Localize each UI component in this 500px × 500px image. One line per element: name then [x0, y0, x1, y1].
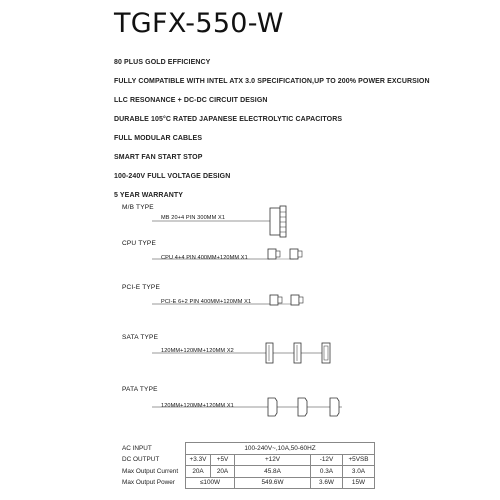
pcie-connector-icon — [291, 295, 303, 305]
molex-connector-icon — [330, 398, 339, 416]
spec-cell: -12V — [311, 454, 343, 466]
spec-row-label: Max Output Current — [122, 467, 179, 475]
feature-item: 80 PLUS GOLD EFFICIENCY — [114, 59, 211, 66]
feature-list — [114, 59, 430, 211]
spec-table — [122, 442, 375, 489]
spec-cell: ≤100W — [186, 477, 235, 489]
cable-pcie — [0, 284, 500, 324]
sata-cable-diagram — [0, 334, 500, 374]
eps-connector-icon — [290, 249, 302, 259]
cable-type-label: SATA TYPE — [122, 334, 159, 341]
cpu-cable-diagram — [0, 240, 500, 280]
spec-cell: 100-240V~,10A,50-60HZ — [186, 443, 375, 455]
cable-pata — [0, 386, 500, 426]
spec-cell: 549.6W — [235, 477, 311, 489]
spec-cell: 20A — [211, 466, 235, 478]
spec-row-label: Max Output Power — [122, 479, 175, 487]
spec-cell: 3.6W — [311, 477, 343, 489]
sata-connector-icon — [266, 343, 273, 363]
cable-sata — [0, 334, 500, 374]
feature-item: DURABLE 105°C RATED JAPANESE ELECTROLYTIC CAPACITORS — [114, 116, 343, 123]
cable-type-label: CPU TYPE — [122, 240, 156, 247]
cable-spec-label: CPU 4+4 PIN 400MM+120MM X1 — [161, 255, 248, 261]
molex-connector-icon — [268, 398, 277, 416]
sata-connector-icon — [322, 343, 330, 363]
spec-cell: 0.3A — [311, 466, 343, 478]
pcie-connector-icon — [270, 295, 282, 305]
cable-spec-label: 120MM+120MM+120MM X1 — [161, 403, 234, 409]
spec-cell: +3.3V — [186, 454, 211, 466]
feature-item: FULLY COMPATIBLE WITH INTEL ATX 3.0 SPECIFICATION,UP TO 200% POWER EXCURSION — [114, 78, 430, 85]
feature-item: 5 YEAR WARRANTY — [114, 192, 184, 199]
eps-connector-icon — [268, 249, 280, 259]
cable-spec-label: 120MM+120MM+120MM X2 — [161, 348, 234, 354]
atx-24pin-connector-icon — [270, 206, 286, 237]
spec-cell: +5VSB — [343, 454, 375, 466]
cable-type-label: PATA TYPE — [122, 386, 158, 393]
mb-cable-diagram — [0, 198, 500, 238]
spec-row-dc-output — [122, 454, 375, 466]
spec-cell: 45.8A — [235, 466, 311, 478]
spec-cell: 20A — [186, 466, 211, 478]
spec-row-label: AC INPUT — [122, 444, 152, 452]
cable-type-label: PCI-E TYPE — [122, 284, 161, 291]
pata-cable-diagram — [0, 386, 500, 426]
cable-spec-label: PCI-E 6+2 PIN 400MM+120MM X1 — [161, 299, 252, 305]
spec-row-ac-input — [122, 443, 375, 455]
spec-row-label: DC OUTPUT — [122, 456, 160, 464]
spec-cell: 3.0A — [343, 466, 375, 478]
cable-mb — [0, 198, 500, 238]
spec-row-max-current — [122, 466, 375, 478]
feature-item: FULL MODULAR CABLES — [114, 135, 203, 142]
feature-item: SMART FAN START STOP — [114, 154, 203, 161]
spec-cell: +12V — [235, 454, 311, 466]
cable-type-label: M/B TYPE — [122, 204, 154, 211]
cable-cpu — [0, 240, 500, 280]
cable-spec-label: MB 20+4 PIN 300MM X1 — [161, 215, 226, 221]
feature-item: 100-240V FULL VOLTAGE DESIGN — [114, 173, 231, 180]
spec-cell: 15W — [343, 477, 375, 489]
product-title: TGFX-550-W — [114, 8, 284, 39]
sata-connector-icon — [294, 343, 301, 363]
spec-cell: +5V — [211, 454, 235, 466]
molex-connector-icon — [298, 398, 307, 416]
feature-item: LLC RESONANCE + DC-DC CIRCUIT DESIGN — [114, 97, 268, 104]
spec-row-max-power — [122, 477, 375, 489]
